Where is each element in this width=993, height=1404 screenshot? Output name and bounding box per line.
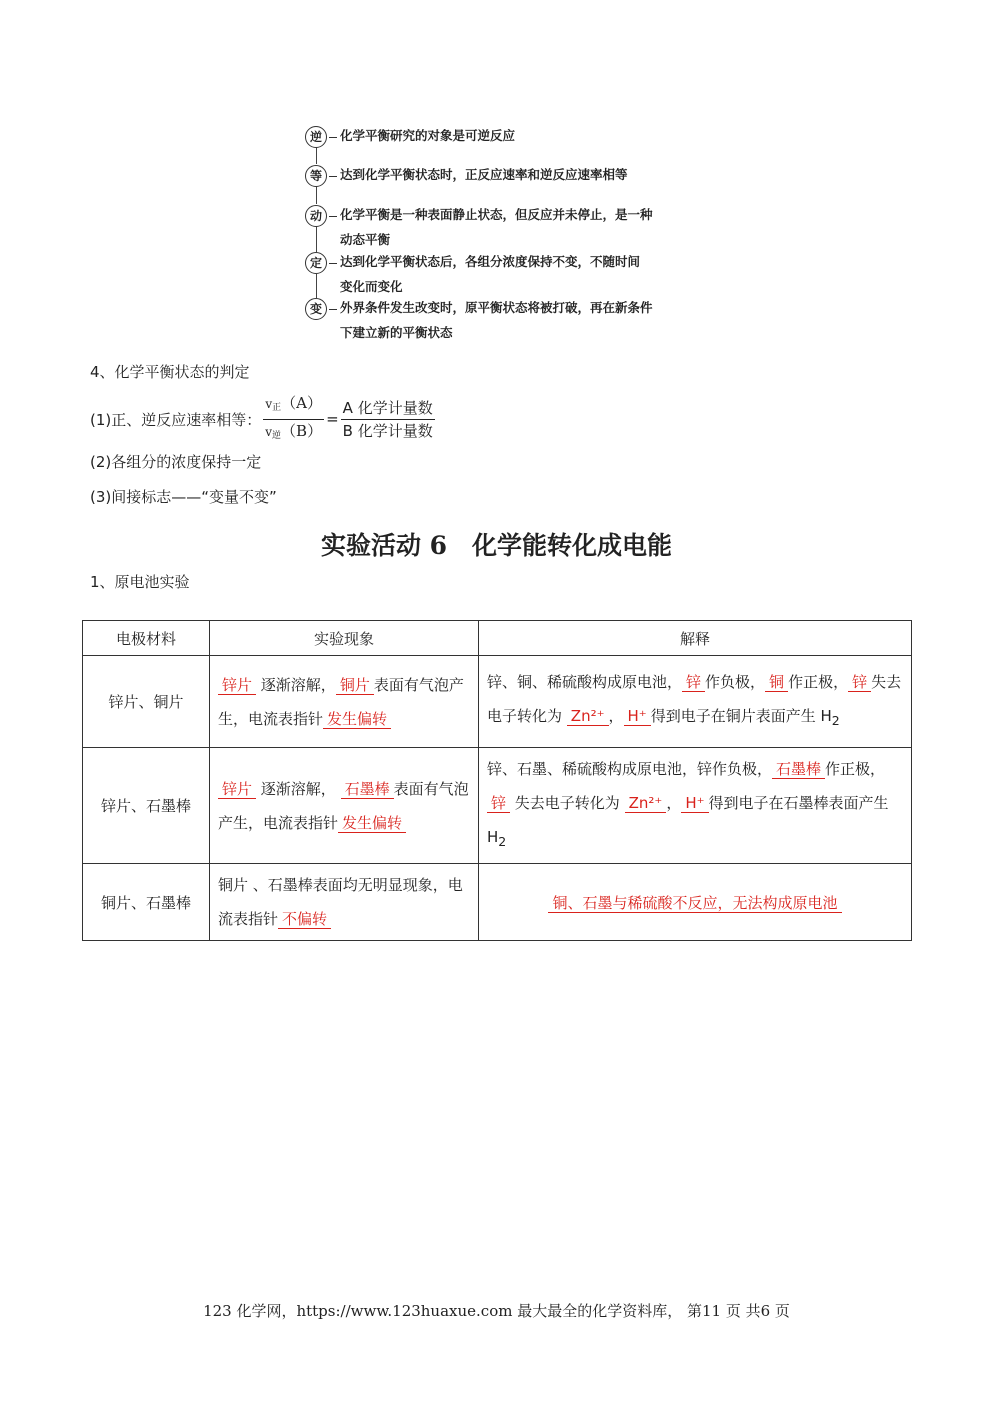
answer-blank: 铜 <box>765 673 788 692</box>
answer-blank: 石墨棒 <box>341 780 394 799</box>
text: 铜片 、石墨棒表面均无明显现象，电流表指针 <box>218 876 463 928</box>
answer-blank: 不偏转 <box>278 910 331 929</box>
rate-equality-formula <box>90 393 437 442</box>
diagram-circle: 等 <box>305 165 327 187</box>
diagram-item-ding <box>305 252 675 299</box>
text: 表面有气泡产生，电流表指针 <box>218 779 469 832</box>
diagram-item-ni <box>305 126 675 148</box>
diagram-text: 外界条件发生改变时，原平衡状态将被打破，再在新条件 下建立新的平衡状态 <box>340 300 653 340</box>
diagram-item-dong <box>305 205 675 252</box>
subscript: 2 <box>498 834 507 849</box>
cell-explanation <box>479 864 912 941</box>
v-symbol: v <box>265 424 273 439</box>
cell-phenomenon <box>210 748 479 864</box>
diagram-text: 达到化学平衡状态后，各组分浓度保持不变，不随时间 变化而变化 <box>340 254 641 294</box>
experiment-table <box>82 620 912 941</box>
answer-blank: 发生偏转 <box>323 710 391 729</box>
diagram-text: 达到化学平衡状态时，正反应速率和逆反应速率相等 <box>340 167 628 182</box>
page-footer: 123 化学网，https://www.123huaxue.com 最大最全的化学资料库， 第11 页 共6 页 <box>203 1302 790 1320</box>
diagram-circle: 变 <box>305 298 327 320</box>
answer-blank: 石墨棒 <box>772 760 825 779</box>
v-symbol: v <box>265 396 273 411</box>
table-row <box>83 864 912 941</box>
diagram-text: 化学平衡研究的对象是可逆反应 <box>340 128 516 143</box>
answer-blank: 锌片 <box>218 676 256 695</box>
section4-item2: (2)各组分的浓度保持一定 <box>90 453 262 471</box>
table-row <box>83 656 912 748</box>
subscript-forward: 正 <box>272 402 282 413</box>
text: 锌、石墨、稀硫酸构成原电池，锌作负极， <box>487 760 773 778</box>
text: ， <box>608 707 624 725</box>
diagram-item-deng <box>305 165 675 187</box>
header-phenomenon: 实验现象 <box>210 621 479 656</box>
cell-material: 锌片、铜片 <box>83 656 210 748</box>
activity-title: 实验活动 6 化学能转化成电能 <box>320 531 673 560</box>
diagram-circle: 定 <box>305 252 327 274</box>
text: ， <box>666 794 682 812</box>
section4-item3: (3)间接标志——“变量不变” <box>90 488 277 506</box>
answer-blank: 发生偏转 <box>338 814 406 833</box>
coefficient-fraction <box>341 399 435 440</box>
text: 得到电子在石墨棒表面产生 H <box>487 794 889 846</box>
answer-blank: 铜片 <box>336 676 374 695</box>
answer-blank: H⁺ <box>624 707 651 726</box>
species-a: （A） <box>281 393 322 412</box>
diagram-dash <box>329 176 337 177</box>
subscript-reverse: 逆 <box>272 430 282 441</box>
diagram-item-bian <box>305 298 675 345</box>
connector-line <box>316 186 317 204</box>
cell-phenomenon <box>210 656 479 748</box>
text: 作负极， <box>705 673 766 691</box>
denominator-b: B 化学计量数 <box>342 421 433 440</box>
header-explanation: 解释 <box>479 621 912 656</box>
table-row <box>83 748 912 864</box>
text: 作正极， <box>788 673 849 691</box>
answer-blank: Zn²⁺ <box>625 794 667 813</box>
diagram-text: 化学平衡是一种表面静止状态，但反应并未停止，是一种 动态平衡 <box>340 207 653 247</box>
text: 失去电子转化为 <box>514 794 620 812</box>
text: 锌、铜、稀硫酸构成原电池， <box>487 673 683 691</box>
diagram-circle: 动 <box>305 205 327 227</box>
text: 表面有气泡产生，电流表指针 <box>218 675 464 728</box>
diagram-circle: 逆 <box>305 126 327 148</box>
text: 逐渐溶解， <box>260 779 336 798</box>
activity-subheading: 1、原电池实验 <box>90 573 190 591</box>
table-header-row <box>83 621 912 656</box>
text: 逐渐溶解， <box>260 675 336 694</box>
answer-blank: 锌 <box>682 673 705 692</box>
subscript: 2 <box>831 713 840 728</box>
cell-explanation <box>479 656 912 748</box>
answer-blank: 锌片 <box>218 780 256 799</box>
diagram-dash <box>329 216 337 217</box>
numerator-a: A 化学计量数 <box>341 399 435 420</box>
diagram-dash <box>329 309 337 310</box>
diagram-dash <box>329 263 337 264</box>
rate-fraction <box>263 394 324 445</box>
cell-explanation <box>479 748 912 864</box>
answer-blank: Zn²⁺ <box>567 707 609 726</box>
species-b: （B） <box>281 421 323 440</box>
cell-material: 锌片、石墨棒 <box>83 748 210 864</box>
cell-phenomenon <box>210 864 479 941</box>
diagram-dash <box>329 137 337 138</box>
header-material: 电极材料 <box>83 621 210 656</box>
answer-blank: 锌 <box>848 673 871 692</box>
text: 作正极， <box>825 760 886 778</box>
text: 得到电子在铜片表面产生 H <box>650 707 832 725</box>
answer-blank: 铜、石墨与稀硫酸不反应，无法构成原电池 <box>548 894 841 913</box>
item1-prefix: (1)正、逆反应速率相等： <box>90 410 262 429</box>
section4-heading: 4、化学平衡状态的判定 <box>90 363 250 381</box>
answer-blank: H⁺ <box>681 794 708 813</box>
cell-material: 铜片、石墨棒 <box>83 864 210 941</box>
equals-sign: = <box>326 410 339 428</box>
text: 失去电子转化为 <box>487 673 902 725</box>
answer-blank: 锌 <box>487 794 510 813</box>
